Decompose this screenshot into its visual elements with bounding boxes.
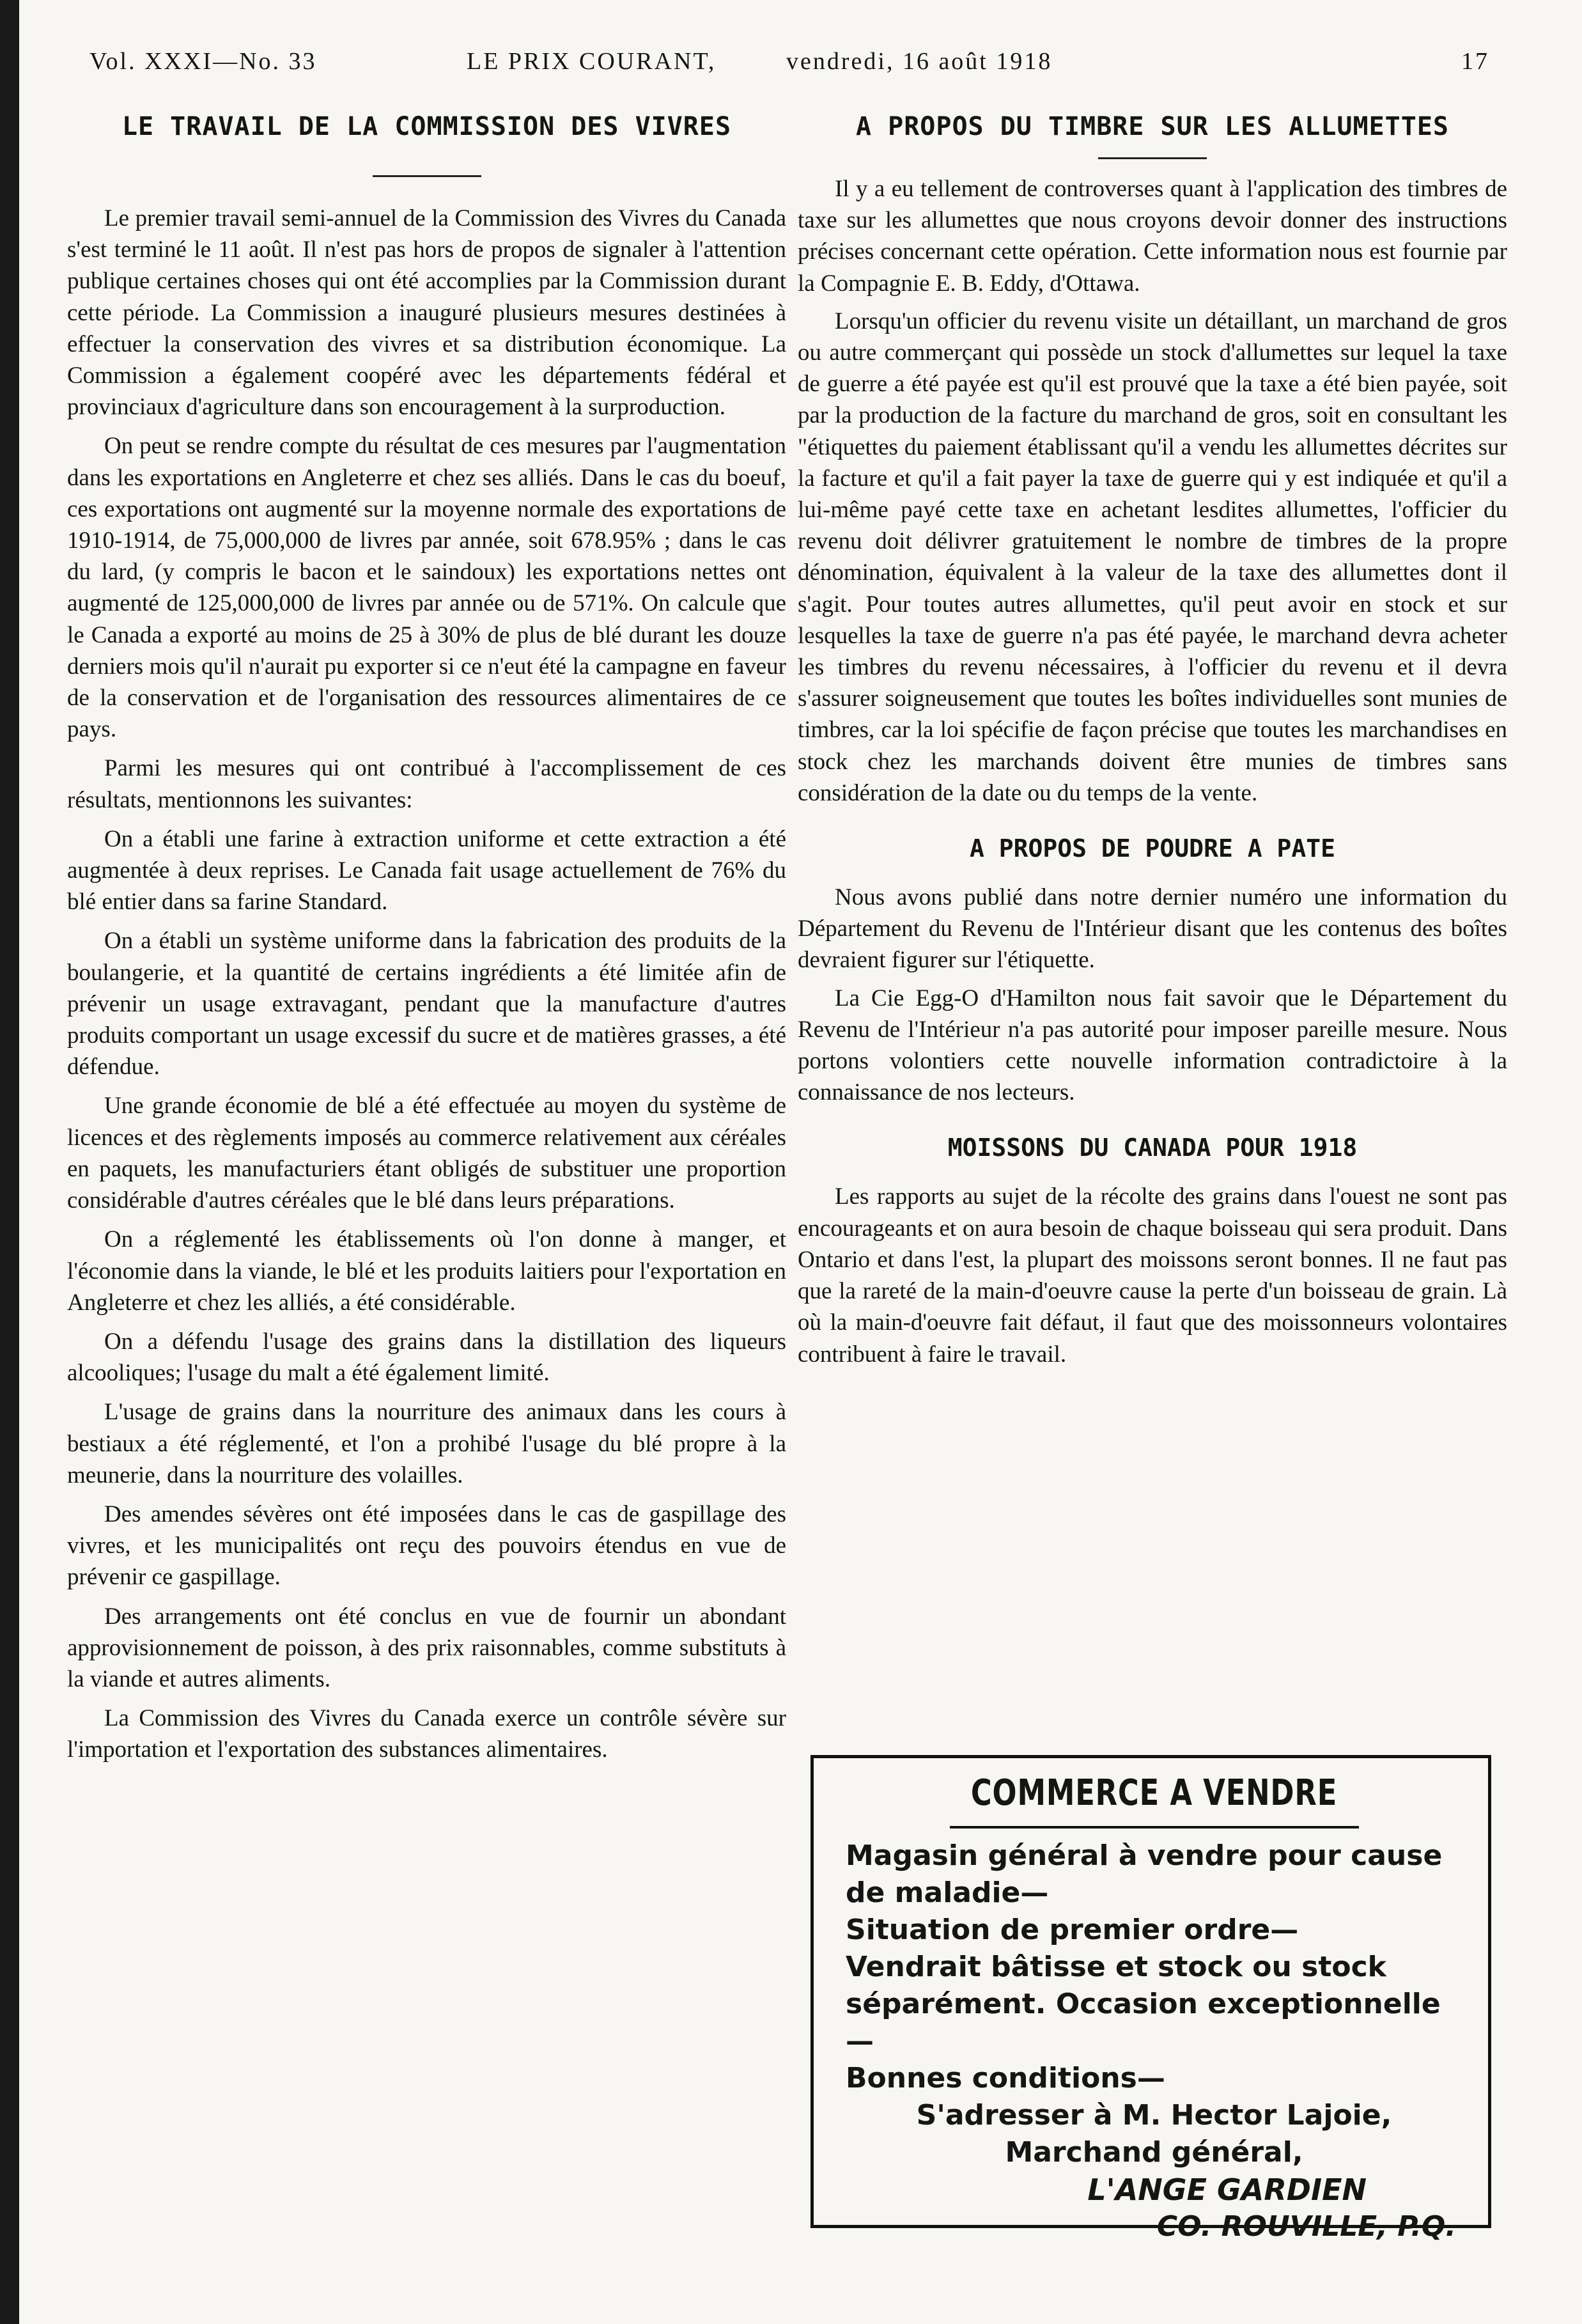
- ad-contact-name: S'adresser à M. Hector Lajoie,: [916, 2099, 1392, 2132]
- ad-place: L'ANGE GARDIEN: [1087, 2172, 1367, 2207]
- paragraph: On a réglementé les établissements où l'on donne à manger, et l'économie dans la viande, le blé et les produits laitiers pour l'exportation en Angleterre et chez les alliés, a été considérable.: [67, 1226, 786, 1316]
- article-title-moissons: MOISSONS DU CANADA POUR 1918: [947, 1134, 1358, 1162]
- right-column: [798, 109, 1507, 1376]
- paragraph: Des amendes sévères ont été imposées dans le cas de gaspillage des vivres, et les municipalités ont reçu des pouvoirs étendus en vue de prévenir ce gaspillage.: [67, 1501, 786, 1591]
- classified-ad-box: [810, 1755, 1491, 2243]
- article-title-allumettes: A PROPOS DU TIMBRE SUR LES ALLUMETTES: [855, 112, 1450, 141]
- paragraph: On a défendu l'usage des grains dans la distillation des liqueurs alcooliques; l'usage du malt a été également limité.: [67, 1328, 786, 1387]
- article-title-commission: LE TRAVAIL DE LA COMMISSION DES VIVRES: [121, 112, 732, 141]
- paragraph: Parmi les mesures qui ont contribué à l'accomplissement de ces résultats, mentionnons les suivantes:: [67, 755, 786, 813]
- page-header: [89, 47, 1489, 86]
- paragraph: L'usage de grains dans la nourriture des animaux dans les cours à bestiaux a été réglementé, et l'on a prohibé l'usage du blé propre à la meunerie, dans la nourriture des volailles.: [67, 1399, 786, 1488]
- paragraph: Il y a eu tellement de controverses quant à l'application des timbres de taxe sur les allumettes que nous croyons devoir donner des instructions précises concernant cette opération. Cette information nous est fournie par la Compagnie E. B. Eddy, d'Ottawa.: [798, 176, 1507, 297]
- article-title-poudre: A PROPOS DE POUDRE A PATE: [970, 834, 1335, 863]
- paragraph: Les rapports au sujet de la récolte des grains dans l'ouest ne sont pas encourageants et on aura besoin de chaque boisseau qui sera produit. Dans Ontario et dans l'est, la plupart des moissons seront bonnes. Il ne faut pas que la rareté de la main-d'oeuvre cause la perte d'un boisseau de grain. Là où la main-d'oeuvre fait défaut, il faut que des moissonneurs volontaires contribuent à faire le travail.: [798, 1183, 1507, 1368]
- paragraph: Le premier travail semi-annuel de la Commission des Vivres du Canada s'est terminé le 11 août. Il n'est pas hors de propos de signaler à l'attention publique certaines choses qui ont été accomplies par la Commission durant cette période. La Commission a inauguré plusieurs mesures destinées à effectuer la conservation des vivres et sa distribution économique. La Commission a également coopéré avec les départements fédéral et provinciaux d'agriculture dans son encouragement à la surproduction.: [67, 205, 786, 421]
- ad-title-rule: [950, 1826, 1359, 1829]
- paragraph: Une grande économie de blé a été effectuée au moyen du système de licences et des règlements imposés au commerce relativement aux céréales en paquets, les manufacturiers étant obligés de substituer une proportion considérable d'autres céréales que le blé dans leurs préparations.: [67, 1093, 786, 1214]
- ad-line: Bonnes conditions—: [846, 2062, 1165, 2094]
- title-rule: [1098, 157, 1207, 159]
- title-rule: [373, 175, 481, 177]
- journal-name: LE PRIX COURANT,: [467, 48, 717, 75]
- ad-county: CO. ROUVILLE, P.Q.: [1156, 2210, 1456, 2243]
- issue-date: vendredi, 16 août 1918: [786, 48, 1053, 75]
- ad-line: Magasin général à vendre pour cause de maladie—: [846, 1839, 1443, 1909]
- article-body-moissons: [798, 1181, 1507, 1369]
- article-body-commission: [67, 203, 786, 1766]
- article-body-allumettes: [798, 173, 1507, 809]
- page-binding-edge: [0, 0, 19, 2324]
- article-body-poudre: [798, 882, 1507, 1108]
- paragraph: On a établi un système uniforme dans la fabrication des produits de la boulangerie, et la quantité de certains ingrédients a été limitée afin de prévenir un usage extravagant, pendant que la manufacture d'autres produits comportant un usage excessif du sucre et de matières grasses, a été défendue.: [67, 928, 786, 1080]
- paragraph: La Commission des Vivres du Canada exerce un contrôle sévère sur l'importation et l'exportation des substances alimentaires.: [67, 1705, 786, 1763]
- ad-contact-role: Marchand général,: [1005, 2136, 1303, 2169]
- paragraph: La Cie Egg-O d'Hamilton nous fait savoir que le Département du Revenu de l'Intérieur n'a pas autorité pour imposer pareille mesure. Nous portons volontiers cette nouvelle information contradictoire à la connaissance de nos lecteurs.: [798, 985, 1507, 1106]
- volume-number: Vol. XXXI—No. 33: [89, 48, 317, 75]
- paragraph: Des arrangements ont été conclus en vue de fournir un abondant approvisionnement de poisson, à des prix raisonnables, comme substituts à la viande et autres aliments.: [67, 1603, 786, 1692]
- paragraph: Lorsqu'un officier du revenu visite un détaillant, un marchand de gros ou autre commerçant qui possède un stock d'allumettes sur lequel la taxe de guerre a été payée est qu'il est prouvé que la taxe a été bien payée, soit par la production de la facture du marchand de gros, soit en consultant les "étiquettes du paiement établissant qu'il a vendu les allumettes décrites sur la facture et qu'il a fait payer la taxe de guerre qui y est indiquée et qu'il a lui-même payé cette taxe en achetant lesdites allumettes, l'officier du revenu doit délivrer gratuitement le nombre de timbres de la propre dénomination, équivalent à la valeur de la taxe des allumettes dont il s'agit. Pour toutes autres allumettes, qu'il peut avoir en stock et sur lesquelles la taxe de guerre n'a pas été payée, le marchand devra acheter les timbres du revenu nécessaires, à l'officier du revenu et il devra s'assurer soigneusement que toutes les boîtes individuelles sont munies de timbres, car la loi spécifie de façon précise que toutes les marchandises en stock chez les marchands doivent être munies de timbres sans considération de la date ou du temps de la vente.: [798, 308, 1507, 806]
- ad-title: COMMERCE A VENDRE: [970, 1772, 1338, 1814]
- paragraph: Nous avons publié dans notre dernier numéro une information du Département du Revenu de l'Intérieur disant que les contenus des boîtes devraient figurer sur l'étiquette.: [798, 884, 1507, 974]
- left-column: [67, 109, 786, 1774]
- paragraph: On a établi une farine à extraction uniforme et cette extraction a été augmentée à deux reprises. Le Canada fait usage actuellement de 76% du blé entier dans sa farine Standard.: [67, 825, 786, 916]
- page-number: 17: [1461, 48, 1489, 75]
- ad-line: Vendrait bâtisse et stock ou stock séparément. Occasion exceptionnelle—: [846, 1951, 1441, 2057]
- ad-line: Situation de premier ordre—: [846, 1914, 1299, 1946]
- paragraph: On peut se rendre compte du résultat de ces mesures par l'augmentation dans les exportations en Angleterre et chez ses alliés. Dans le cas du boeuf, ces exportations ont augmenté sur la moyenne normale des exportations de 1910-1914, de 75,000,000 de livres par année, soit 678.95% ; dans le cas du lard, (y compris le bacon et le saindoux) les exportations nettes ont augmenté de 125,000,000 de livres par année ou de 571%. On calcule que le Canada a exporté au moins de 25 à 30% de plus de blé durant les douze derniers mois qu'il n'aurait pu exporter si ce n'eut été la campagne en faveur de la conservation et de l'organisation des ressources alimentaires de ce pays.: [67, 433, 786, 743]
